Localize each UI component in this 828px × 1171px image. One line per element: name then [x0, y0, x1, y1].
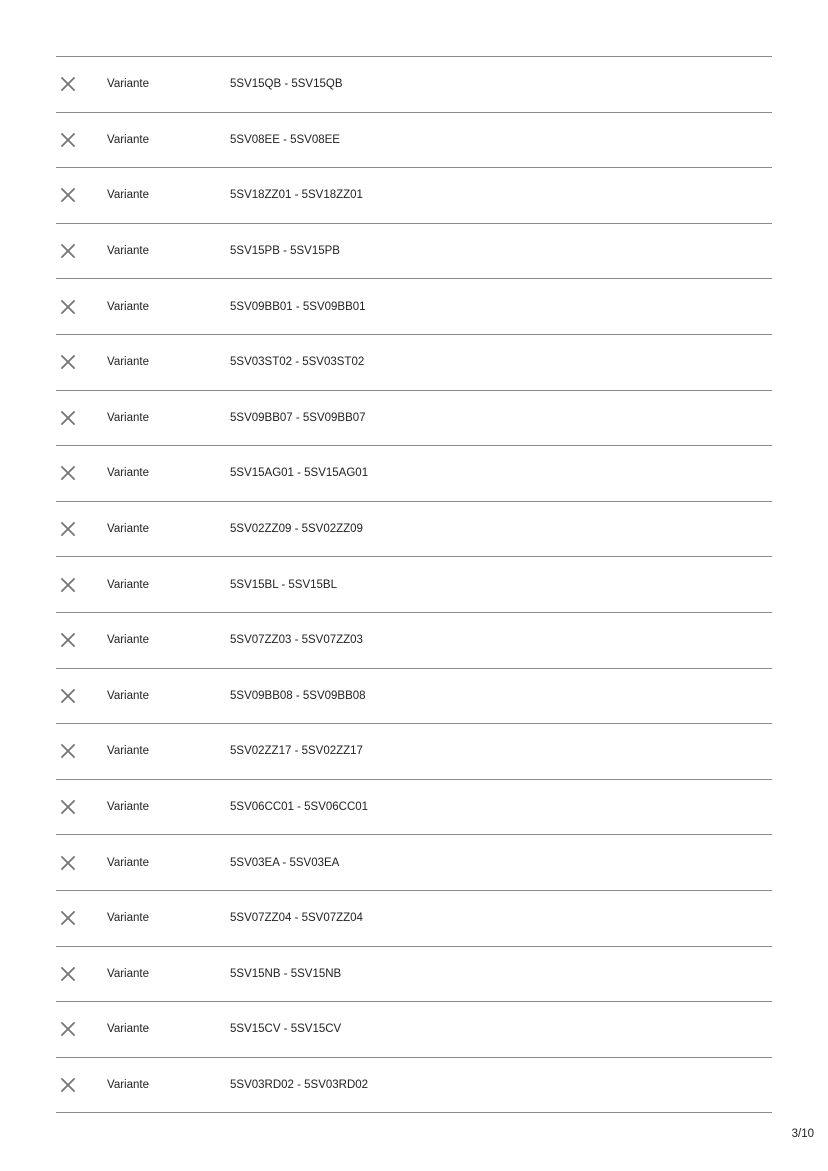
close-icon[interactable]: [61, 300, 75, 314]
list-item: [56, 168, 772, 224]
list-item: [56, 613, 772, 669]
row-value: 5SV03RD02 - 5SV03RD02: [230, 1078, 369, 1091]
row-label: Variante: [107, 78, 149, 91]
row-label: Variante: [107, 356, 149, 369]
close-icon[interactable]: [61, 466, 75, 480]
row-label: Variante: [107, 523, 149, 536]
row-label: Variante: [107, 411, 149, 424]
close-icon[interactable]: [61, 411, 75, 425]
close-icon[interactable]: [61, 800, 75, 814]
list-item: [56, 391, 772, 447]
row-value: 5SV15BL - 5SV15BL: [230, 578, 337, 591]
row-value: 5SV09BB08 - 5SV09BB08: [230, 689, 366, 702]
row-value: 5SV03ST02 - 5SV03ST02: [230, 356, 365, 369]
list-item: [56, 1058, 772, 1114]
close-icon[interactable]: [61, 744, 75, 758]
list-item: [56, 947, 772, 1003]
list-item: [56, 279, 772, 335]
close-icon[interactable]: [61, 856, 75, 870]
row-label: Variante: [107, 578, 149, 591]
close-icon[interactable]: [61, 522, 75, 536]
page-number: 3/10: [791, 1128, 814, 1140]
close-icon[interactable]: [61, 1078, 75, 1092]
close-icon[interactable]: [61, 689, 75, 703]
row-label: Variante: [107, 1023, 149, 1036]
variant-list: [56, 56, 772, 1113]
row-label: Variante: [107, 300, 149, 313]
row-label: Variante: [107, 856, 149, 869]
row-value: 5SV15AG01 - 5SV15AG01: [230, 467, 369, 480]
close-icon[interactable]: [61, 911, 75, 925]
row-label: Variante: [107, 1078, 149, 1091]
close-icon[interactable]: [61, 578, 75, 592]
row-label: Variante: [107, 245, 149, 258]
row-label: Variante: [107, 467, 149, 480]
close-icon[interactable]: [61, 188, 75, 202]
list-item: [56, 1002, 772, 1058]
row-label: Variante: [107, 689, 149, 702]
row-value: 5SV18ZZ01 - 5SV18ZZ01: [230, 189, 363, 202]
list-item: [56, 835, 772, 891]
list-item: [56, 669, 772, 725]
close-icon[interactable]: [61, 1022, 75, 1036]
list-item: [56, 724, 772, 780]
close-icon[interactable]: [61, 244, 75, 258]
row-value: 5SV15PB - 5SV15PB: [230, 245, 340, 258]
row-label: Variante: [107, 745, 149, 758]
row-value: 5SV03EA - 5SV03EA: [230, 856, 340, 869]
row-value: 5SV02ZZ17 - 5SV02ZZ17: [230, 745, 363, 758]
list-item: [56, 891, 772, 947]
row-label: Variante: [107, 801, 149, 814]
list-item: [56, 224, 772, 280]
list-item: [56, 780, 772, 836]
row-label: Variante: [107, 133, 149, 146]
row-value: 5SV02ZZ09 - 5SV02ZZ09: [230, 523, 363, 536]
row-label: Variante: [107, 634, 149, 647]
close-icon[interactable]: [61, 633, 75, 647]
row-value: 5SV07ZZ03 - 5SV07ZZ03: [230, 634, 363, 647]
close-icon[interactable]: [61, 355, 75, 369]
row-value: 5SV09BB01 - 5SV09BB01: [230, 300, 366, 313]
list-item: [56, 57, 772, 113]
row-value: 5SV15NB - 5SV15NB: [230, 967, 342, 980]
row-value: 5SV15QB - 5SV15QB: [230, 78, 343, 91]
list-item: [56, 335, 772, 391]
row-label: Variante: [107, 189, 149, 202]
row-value: 5SV08EE - 5SV08EE: [230, 133, 340, 146]
row-value: 5SV06CC01 - 5SV06CC01: [230, 801, 369, 814]
list-item: [56, 502, 772, 558]
row-label: Variante: [107, 912, 149, 925]
close-icon[interactable]: [61, 77, 75, 91]
list-item: [56, 446, 772, 502]
row-value: 5SV09BB07 - 5SV09BB07: [230, 411, 366, 424]
row-value: 5SV15CV - 5SV15CV: [230, 1023, 342, 1036]
row-label: Variante: [107, 967, 149, 980]
list-item: [56, 557, 772, 613]
row-value: 5SV07ZZ04 - 5SV07ZZ04: [230, 912, 363, 925]
list-item: [56, 113, 772, 169]
close-icon[interactable]: [61, 133, 75, 147]
close-icon[interactable]: [61, 967, 75, 981]
